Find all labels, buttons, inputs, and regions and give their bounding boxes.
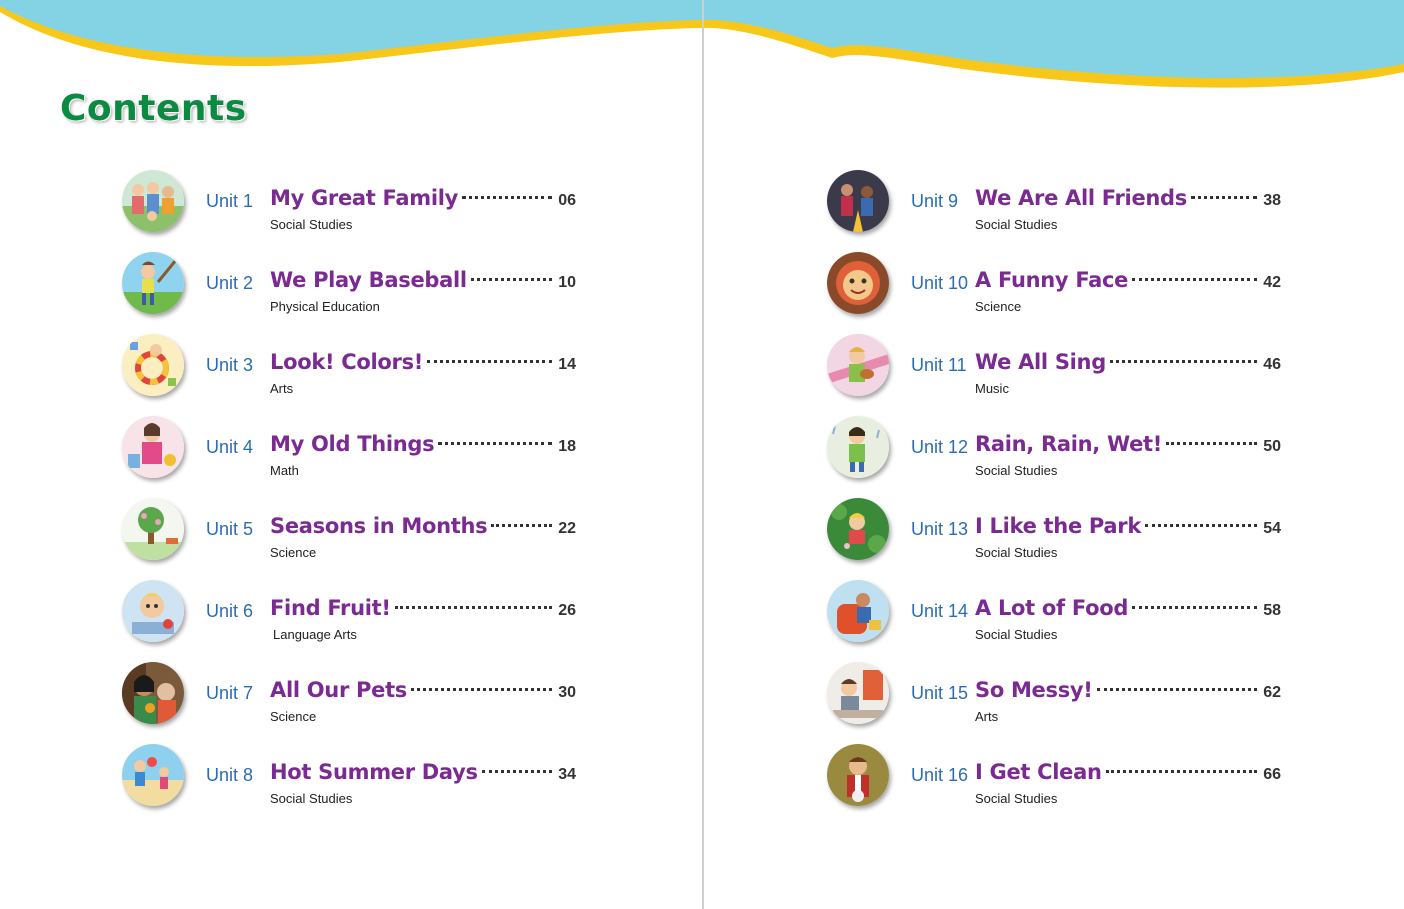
unit-title[interactable]: Seasons in Months [270,514,488,538]
unit-number: Unit 16 [911,765,969,785]
toc-entry[interactable] [827,580,1287,662]
dot-leader [1106,770,1258,773]
clean-illustration-icon [827,744,889,806]
unit-title[interactable]: My Old Things [270,432,435,456]
dot-leader [491,524,552,527]
unit-subject: Language Arts [273,627,357,642]
fruit-illustration-icon [122,580,184,642]
dot-leader [1145,524,1257,527]
page-number: 54 [1263,520,1281,537]
dot-leader [395,606,553,609]
dot-leader [1110,360,1257,363]
page-number: 50 [1263,438,1281,455]
unit-subject: Arts [270,381,294,396]
unit-title[interactable]: Find Fruit! [270,596,391,620]
page-number: 10 [558,274,576,291]
dot-leader [427,360,552,363]
friends-illustration-icon [827,170,889,232]
toc-entry[interactable] [827,334,1287,416]
toc-entry[interactable] [122,662,582,744]
page-number: 22 [558,520,576,537]
family-illustration-icon [122,170,184,232]
page-number: 06 [558,192,576,209]
toc-entry[interactable] [827,662,1287,744]
unit-number: Unit 4 [206,437,254,457]
singing-illustration-icon [827,334,889,396]
toc-entry[interactable] [827,498,1287,580]
page-number: 42 [1263,274,1281,291]
unit-title[interactable]: Rain, Rain, Wet! [975,432,1163,456]
unit-subject: Social Studies [975,545,1058,560]
unit-title[interactable]: We Play Baseball [270,268,467,292]
toc-entry[interactable] [122,498,582,580]
dot-leader [438,442,552,445]
unit-subject: Physical Education [270,299,380,314]
dot-leader [1097,688,1258,691]
book-gutter [702,0,704,909]
dot-leader [1132,278,1257,281]
food-illustration-icon [827,580,889,642]
unit-title[interactable]: We All Sing [975,350,1106,374]
old-things-illustration-icon [122,416,184,478]
page-number: 18 [558,438,576,455]
unit-subject: Science [975,299,1022,314]
page-number: 30 [558,684,576,701]
unit-title[interactable]: We Are All Friends [975,186,1187,210]
messy-illustration-icon [827,662,889,724]
page-number: 34 [558,766,576,783]
page-number: 38 [1263,192,1281,209]
unit-number: Unit 6 [206,601,254,621]
dot-leader [462,196,552,199]
toc-entry[interactable] [122,170,582,252]
unit-number: Unit 13 [911,519,969,539]
unit-number: Unit 11 [911,355,967,375]
contents-right-column [827,170,1287,826]
unit-number: Unit 2 [206,273,254,293]
baseball-illustration-icon [122,252,184,314]
unit-title[interactable]: So Messy! [975,678,1093,702]
dot-leader [1132,606,1257,609]
unit-number: Unit 15 [911,683,969,703]
unit-title[interactable]: A Lot of Food [975,596,1129,620]
page-title: Contents [60,88,247,129]
unit-title[interactable]: My Great Family [270,186,459,210]
unit-number: Unit 7 [206,683,254,703]
unit-subject: Social Studies [975,791,1058,806]
dot-leader [1166,442,1257,445]
toc-entry[interactable] [827,170,1287,252]
unit-subject: Social Studies [270,217,353,232]
unit-subject: Social Studies [975,463,1058,478]
unit-number: Unit 3 [206,355,254,375]
unit-subject: Social Studies [975,217,1058,232]
park-illustration-icon [827,498,889,560]
unit-title[interactable]: I Get Clean [975,760,1102,784]
toc-entry[interactable] [122,252,582,334]
page-number: 62 [1263,684,1281,701]
unit-subject: Social Studies [270,791,353,806]
unit-title[interactable]: I Like the Park [975,514,1142,538]
unit-title[interactable]: Look! Colors! [270,350,424,374]
unit-number: Unit 12 [911,437,969,457]
dot-leader [1191,196,1257,199]
unit-subject: Science [270,709,317,724]
toc-entry[interactable] [827,744,1287,826]
unit-subject: Science [270,545,317,560]
unit-subject: Math [270,463,299,478]
unit-subject: Music [975,381,1009,396]
page-number: 26 [558,602,576,619]
dot-leader [482,770,552,773]
unit-number: Unit 14 [911,601,969,621]
unit-title[interactable]: A Funny Face [975,268,1129,292]
unit-title[interactable]: Hot Summer Days [270,760,478,784]
unit-number: Unit 1 [206,191,254,211]
dot-leader [411,688,552,691]
toc-entry[interactable] [122,334,582,416]
unit-number: Unit 10 [911,273,969,293]
toc-entry[interactable] [122,744,582,826]
toc-entry[interactable] [827,416,1287,498]
pets-photo-icon [122,662,184,724]
page-number: 66 [1263,766,1281,783]
funny-face-illustration-icon [827,252,889,314]
page-number: 46 [1263,356,1281,373]
unit-number: Unit 5 [206,519,254,539]
unit-title[interactable]: All Our Pets [270,678,408,702]
unit-subject: Social Studies [975,627,1058,642]
unit-number: Unit 8 [206,765,254,785]
colors-illustration-icon [122,334,184,396]
unit-number: Unit 9 [911,191,959,211]
toc-entry[interactable] [827,252,1287,334]
dot-leader [471,278,552,281]
toc-entry[interactable] [122,580,582,662]
page-number: 58 [1263,602,1281,619]
seasons-illustration-icon [122,498,184,560]
unit-subject: Arts [975,709,999,724]
rain-illustration-icon [827,416,889,478]
contents-left-column [122,170,582,826]
page-number: 14 [558,356,576,373]
toc-entry[interactable] [122,416,582,498]
beach-illustration-icon [122,744,184,806]
